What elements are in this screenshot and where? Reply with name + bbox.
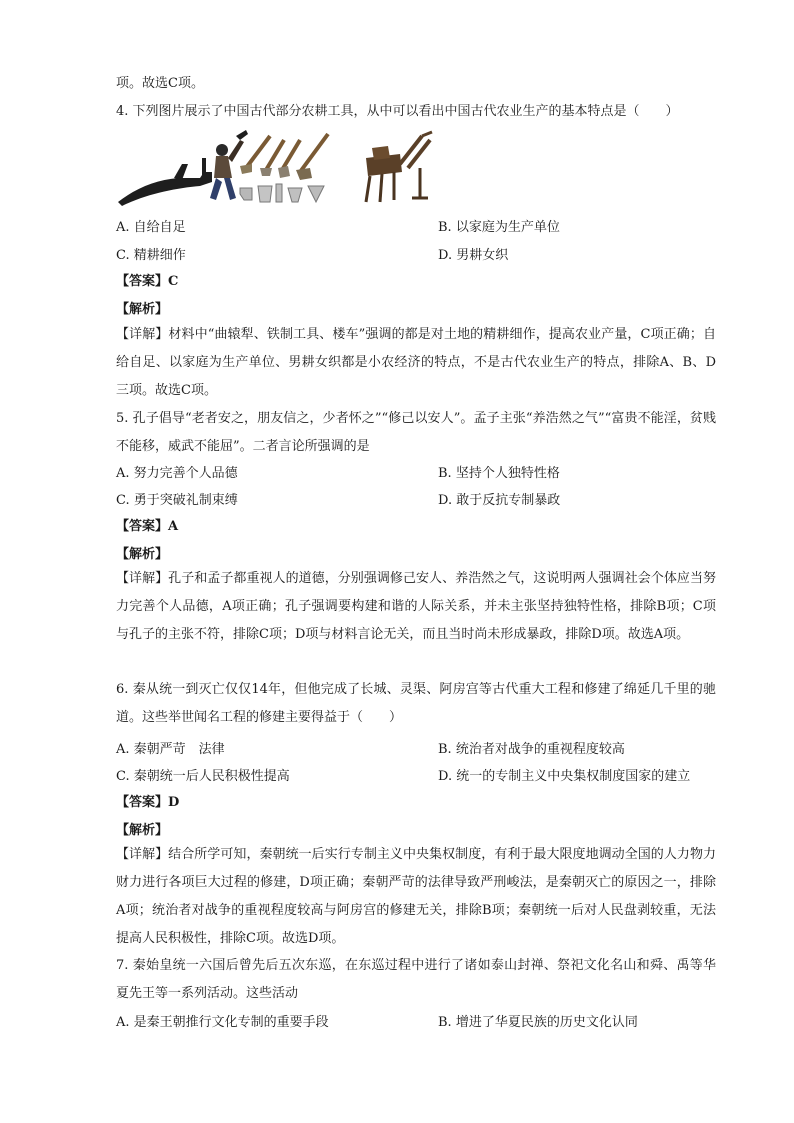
question-6-option-b: B. 统治者对战争的重视程度较高 [438, 742, 625, 757]
plough-illustration [118, 158, 212, 206]
question-5-analysis-label: 【解析】 [116, 547, 169, 562]
question-5-option-a: A. 努力完善个人品德 [116, 466, 238, 481]
question-4-detail: 【详解】材料中“曲辕犁、铁制工具、楼车”强调的都是对土地的精耕细作，提高农业产量，C项正确；自给自足、以家庭为生产单位、男耕女织都是小农经济的特点，不是古代农业生产的特点，排除A、B、D三项。故选C项。 [116, 327, 716, 398]
question-4-option-d: D. 男耕女织 [438, 248, 509, 263]
question-7-option-b: B. 增进了华夏民族的历史文化认同 [438, 1015, 638, 1030]
question-5-detail: 【详解】孔子和孟子都重视人的道德，分别强调修己安人、养浩然之气，这说明两人强调社会个体应当努力完善个人品德，A项正确；孔子强调要构建和谐的人际关系，并未主张坚持独特性格，排除B项；C项与孔子的主张不符，排除C项；D项与材料言论无关，而且当时尚未形成暴政，排除D项。故选A项。 [116, 571, 716, 642]
question-6-analysis-label: 【解析】 [116, 823, 169, 838]
question-4-option-c: C. 精耕细作 [116, 248, 186, 263]
question-4-answer: 【答案】C [116, 274, 179, 289]
farming-tools-illustration [116, 128, 446, 212]
question-4-option-b: B. 以家庭为生产单位 [438, 220, 560, 235]
question-5-option-c: C. 勇于突破礼制束缚 [116, 493, 238, 508]
question-6-answer: 【答案】D [116, 795, 180, 810]
question-5-option-d: D. 敢于反抗专制暴政 [438, 493, 561, 508]
question-6-stem: 6. 秦从统一到灭亡仅仅14年，但他完成了长城、灵渠、阿房宫等古代重大工程和修建了绵延几千里的驰道。这些举世闻名工程的修建主要得益于（ ） [116, 682, 716, 725]
question-6-option-c: C. 秦朝统一后人民积极性提高 [116, 769, 290, 784]
hoe-tools-illustration [240, 134, 328, 180]
question-5-option-b: B. 坚持个人独特性格 [438, 466, 560, 481]
text-line: 项。故选C项。 [116, 76, 204, 91]
question-5-stem: 5. 孔子倡导“老者安之，朋友信之，少者怀之”“修己以安人”。孟子主张“养浩然之气”“富贵不能淫，贫贱不能移，威武不能屈”。二者言论所强调的是 [116, 411, 716, 454]
question-7-stem: 7. 秦始皇统一六国后曾先后五次东巡，在东巡过程中进行了诸如泰山封禅、祭祀文化名山和舜、禹等华夏先王等一系列活动。这些活动 [116, 958, 716, 1001]
question-7-option-a: A. 是秦王朝推行文化专制的重要手段 [116, 1015, 329, 1030]
seed-drill-illustration [366, 132, 432, 202]
question-4-stem: 4. 下列图片展示了中国古代部分农耕工具，从中可以看出中国古代农业生产的基本特点是（ ） [116, 104, 679, 119]
question-5-answer: 【答案】A [116, 519, 179, 534]
iron-blades-illustration [240, 184, 324, 202]
question-6-option-d: D. 统一的专制主义中央集权制度国家的建立 [438, 769, 691, 784]
question-6-detail: 【详解】结合所学可知，秦朝统一后实行专制主义中央集权制度，有利于最大限度地调动全国的人力物力财力进行各项巨大过程的修建，D项正确；秦朝严苛的法律导致严刑峻法，是秦朝灭亡的原因之一，排除A项；统治者对战争的重视程度较高与阿房宫的修建无关，排除B项；秦朝统一后对人民盘剥较重，无法提高人民积极性，排除C项。故选D项。 [116, 847, 716, 946]
question-4-option-a: A. 自给自足 [116, 220, 186, 235]
question-4-analysis-label: 【解析】 [116, 302, 169, 317]
question-6-option-a: A. 秦朝严苛 法律 [116, 742, 225, 757]
